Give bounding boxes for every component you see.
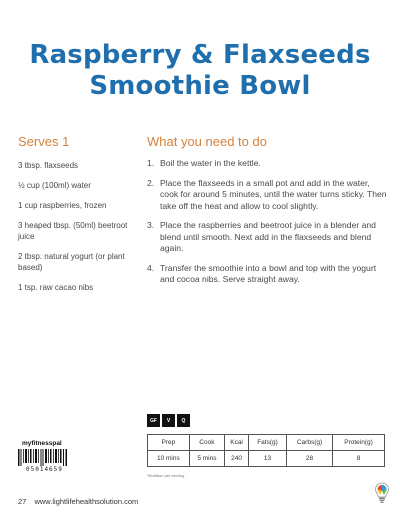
table-row xyxy=(148,451,385,467)
step-text: Place the flaxseeds in a small pot and add in the water, cook for around 5 minutes, until the water turns sticky. Then take off the heat and allow to cool slightly. xyxy=(160,177,387,211)
diet-tag-vegetarian: V xyxy=(162,414,175,427)
ingredient-list xyxy=(18,160,138,302)
method-step xyxy=(147,178,389,213)
table-cell: 8 xyxy=(333,451,385,467)
table-header-cell: Fats(g) xyxy=(249,435,287,451)
page-footer xyxy=(18,497,138,506)
step-text: Transfer the smoothie into a bowl and top with the yogurt and cocoa nibs. Serve straight away. xyxy=(160,262,377,284)
diet-tag-quick: Q xyxy=(177,414,190,427)
diet-tag-gluten-free: GF xyxy=(147,414,160,427)
ingredient-item: 3 heaped tbsp. (50ml) beetroot juice xyxy=(18,221,128,241)
method-step xyxy=(147,158,389,170)
method-step xyxy=(147,220,389,255)
table-cell: 10 mins xyxy=(148,451,190,467)
table-cell: 240 xyxy=(225,451,249,467)
table-cell: 13 xyxy=(249,451,287,467)
table-header-cell: Protein(g) xyxy=(333,435,385,451)
table-header-cell: Carbs(g) xyxy=(286,435,332,451)
method-step xyxy=(147,263,389,286)
nutrition-note: *Nutrition per serving xyxy=(147,473,185,478)
ingredient-item: 3 tbsp. flaxseeds xyxy=(18,161,79,170)
method-steps xyxy=(147,158,389,294)
barcode-icon[interactable] xyxy=(18,449,68,466)
table-row xyxy=(148,435,385,451)
recipe-title-line-1: Raspberry & Flaxseeds xyxy=(29,40,371,70)
step-text: Boil the water in the kettle. xyxy=(160,158,261,168)
table-header-cell: Kcal xyxy=(225,435,249,451)
ingredient-item: 1 cup raspberries, frozen xyxy=(18,201,107,210)
barcode-number: 05014659 xyxy=(26,466,63,473)
step-number: 1. xyxy=(147,158,155,168)
myfitnesspal-label: myfitnesspal xyxy=(22,440,62,447)
step-number: 3. xyxy=(147,220,155,230)
table-cell: 28 xyxy=(286,451,332,467)
serves-heading: Serves 1 xyxy=(18,134,70,149)
website-link[interactable]: www.lightlifehealthsolution.com xyxy=(34,497,139,506)
recipe-title-line-2: Smoothie Bowl xyxy=(89,71,311,101)
table-header-cell: Cook xyxy=(189,435,224,451)
lightbulb-logo-icon xyxy=(374,482,390,504)
ingredient-item: ½ cup (100ml) water xyxy=(18,181,91,190)
method-heading: What you need to do xyxy=(147,134,267,149)
page-number: 27 xyxy=(18,497,27,506)
ingredient-item: 1 tsp. raw cacao nibs xyxy=(18,283,94,292)
step-number: 4. xyxy=(147,262,155,273)
recipe-title xyxy=(0,40,400,102)
ingredient-item: 2 tbsp. natural yogurt (or plant based) xyxy=(18,252,125,272)
table-cell: 5 mins xyxy=(189,451,224,467)
diet-tags xyxy=(147,414,190,427)
step-number: 2. xyxy=(147,177,155,188)
table-header-cell: Prep xyxy=(148,435,190,451)
step-text: Place the raspberries and beetroot juice in a blender and blend until smooth. Next add in the flaxseeds and blend again. xyxy=(160,220,376,253)
nutrition-table xyxy=(147,434,385,467)
